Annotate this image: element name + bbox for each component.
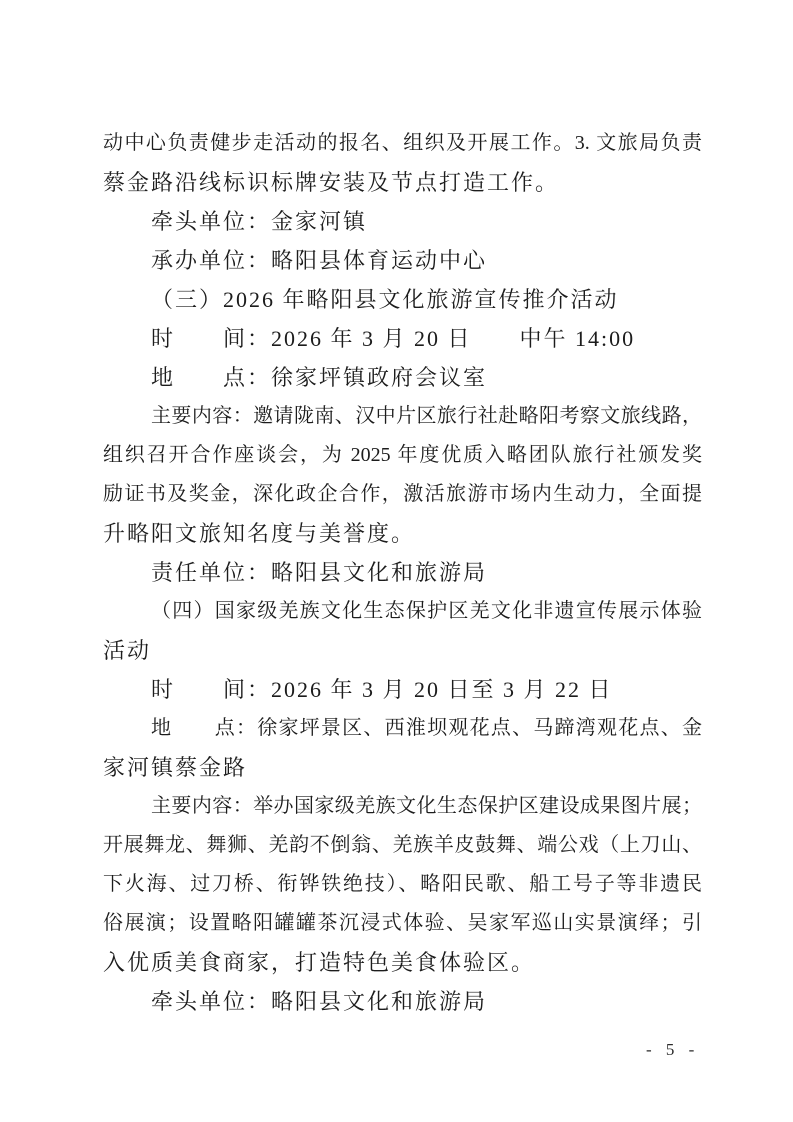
text-line-host-unit: 承办单位：略阳县体育运动中心 [151,248,488,273]
text-line: 组织召开合作座谈会，为 2025 年度优质入略团队旅行社颁发奖 [103,444,702,466]
page-number: - 5 - [646,1040,700,1059]
text-line: 入优质美食商家，打造特色美食体验区。 [103,950,536,975]
text-line: 励证书及奖金，深化政企合作，激活旅游市场内生动力，全面提 [103,483,702,505]
text-line: 俗展演；设置略阳罐罐茶沉浸式体验、吴家军巡山实景演绎；引 [103,912,702,934]
text-line-place: 地 点：徐家坪镇政府会议室 [151,365,488,390]
section-heading-3: （三）2026 年略阳县文化旅游宣传推介活动 [151,287,619,312]
text-line: 家河镇蔡金路 [103,755,248,780]
section-heading-4-cont: 活动 [103,638,152,663]
text-line-lead-unit: 牵头单位：略阳县文化和旅游局 [151,989,488,1014]
text-line: 升略阳文旅知名度与美誉度。 [103,521,416,546]
text-line: 下火海、过刀桥、衔铧铁绝技）、略阳民歌、船工号子等非遗民 [103,873,702,895]
text-line: 开展舞龙、舞狮、羌韵不倒翁、羌族羊皮鼓舞、端公戏（上刀山、 [103,834,702,856]
text-line-duty-unit: 责任单位：略阳县文化和旅游局 [151,560,488,585]
section-heading-4: （四）国家级羌族文化生态保护区羌文化非遗宣传展示体验 [151,600,702,622]
text-line-main-content: 主要内容：举办国家级羌族文化生态保护区建设成果图片展； [151,795,702,817]
text-line: 动中心负责健步走活动的报名、组织及开展工作。3. 文旅局负责 [103,132,702,154]
text-line: 蔡金路沿线标识标牌安装及节点打造工作。 [103,170,560,195]
text-line-main-content: 主要内容：邀请陇南、汉中片区旅行社赴略阳考察文旅线路， [151,405,702,427]
document-body [103,124,702,1021]
text-line-place: 地 点：徐家坪景区、西淮坝观花点、马蹄湾观花点、金 [151,717,702,739]
text-line-lead-unit: 牵头单位：金家河镇 [151,209,368,234]
text-line-time: 时 间：2026 年 3 月 20 日 中午 14:00 [151,326,636,351]
text-line-time: 时 间：2026 年 3 月 20 日至 3 月 22 日 [151,677,613,702]
